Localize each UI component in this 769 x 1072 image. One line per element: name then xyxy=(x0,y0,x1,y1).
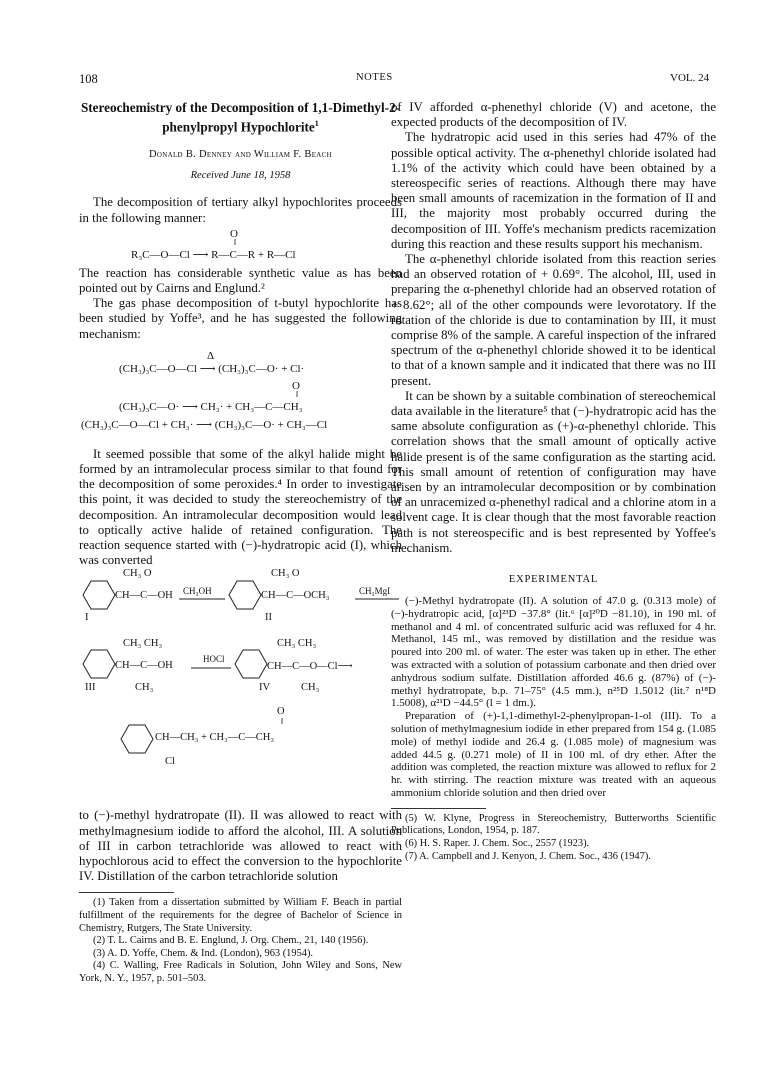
footnotes-right xyxy=(391,813,716,863)
paragraph: Preparation of (+)-1,1-dimethyl-2-phenylpropan-1-ol (III). To a solution of methylmagnesium iodide in ether prepared from 154 g. (1.085 mole) of methyl iodide and 26.4 g. (1.085 mole) of magnesium was added 44.5 g. (0.271 mole) of II in 100 ml. of dry ether. After the addition was completed, the reaction mixture was allowed to reflux for 2 hr. with stirring. The reaction mixture was treated with an aqueous ammonium chloride solution and then dried over xyxy=(391,710,716,800)
equation-1: O ‖ R₃C—O—Cl ⟶ R—C—R + R—Cl xyxy=(131,227,296,261)
experimental-heading: EXPERIMENTAL xyxy=(508,574,599,586)
footnote: (5) W. Klyne, Progress in Stereochemistry, Butterworths Scientific Publications, London, 1954, p. 187. xyxy=(391,812,716,837)
paragraph: It seemed possible that some of the alkyl halide might be formed by an intramolecular process similar to that found for the decomposition of some peroxides.⁴ In order to investigate this point, it was decided to study the stereochemistry of the decomposition. An intramolecular decomposition would lead to optically active halide of retained configuration. The reaction sequence started with (−)-hydratropic acid (I), which was converted xyxy=(79,446,402,568)
volume-label: VOL. 24 xyxy=(670,72,710,84)
left-column xyxy=(79,100,402,986)
footnote-rule xyxy=(79,892,174,893)
paragraph: The reaction has considerable synthetic value as has been pointed out by Cairns and Englund.² xyxy=(79,265,402,295)
footnote: (4) C. Walling, Free Radicals in Solution, John Wiley and Sons, New York, N. Y., 1957, p. 501–503. xyxy=(79,960,402,985)
footnote: (2) T. L. Cairns and B. E. Englund, J. Org. Chem., 21, 140 (1956). xyxy=(93,935,369,947)
received-date: Received June 18, 1958 xyxy=(190,170,291,182)
paragraph: The decomposition of tertiary alkyl hypochlorites proceeds in the following manner: xyxy=(79,195,402,225)
reaction-scheme: CH₃ O CH—C—OH CH₃OH CH₃ O CH—C—OCH₃ CH₃MgI I II CH₃ CH₃ CH—C—OH HOCl CH₃ CH₃ CH—C—O—Cl⟶ III CH₃ IV CH₃ O ‖ CH—CH₃ + CH₃—C—CH₃ Cl xyxy=(79,568,402,808)
paragraph: (−)-Methyl hydratropate (II). A solution of 47.0 g. (0.313 mole) of (−)-hydratropic acid, [α]²³D −37.8° (lit.⁶ [α]²⁰D −81.10), in 190 ml. of methanol and 4 ml. of concentrated sulfuric acid was refluxed for 4 hr. Methanol, 145 ml., was removed by distillation and the residue was poured into 200 ml. of water. The ester was taken up in ether. The ether was extracted with a solution of potassium carbonate and then dried over anhydrous sodium sulfate. Distillation afforded 46.6 g. (87%) of (−)-methyl hydratropate, b.p. 71–75° (4.5 mm.), n²⁵D 1.5012 (lit.⁷ n¹⁸D 1.5008), α²¹D −44.5° (l = 1 dm.). xyxy=(391,595,716,710)
authors: Donald B. Denney and William F. Beach xyxy=(149,149,332,161)
page-number: 108 xyxy=(79,72,98,86)
paragraph: It can be shown by a suitable combination of stereochemical data available in the literature⁵ that (−)-hydratropic acid has the same absolute configuration as (+)-α-phenethyl chloride. This correlation shows that the small amount of optically active halide present is of the same configuration as the starting acid. This small amount of retention of configuration may have arisen by an intramolecular decomposition or by combination of an unracemized α-phenethyl radical and a chlorine atom in a solvent cage. It is clear though that the most favorable reaction path is not stereospecific and is best represented by Yoffee's mechanism. xyxy=(391,388,716,555)
footnote: (7) A. Campbell and J. Kenyon, J. Chem. Soc., 436 (1947). xyxy=(405,850,651,862)
paragraph: The gas phase decomposition of t-butyl hypochlorite has been studied by Yoffe³, and he has suggested the following mechanism: xyxy=(79,296,402,341)
paragraph: to (−)-methyl hydratropate (II). II was allowed to react with methylmagnesium iodide to afford the alcohol, III. A solution of III in carbon tetrachloride was allowed to react with hypochlorous acid to effect the conversion to the hypochlorite IV. Distillation of the carbon tetrachloride solution xyxy=(79,808,402,884)
paragraph: The α-phenethyl chloride isolated from this reaction series had an observed rotation of + 0.69°. The alcohol, III, used in preparing the α-phenethyl chloride had an observed rotation of + 8.62°; all of the other compounds were levorotatory. If the rotation of the chloride is due to contamination by III, it must comprise 8% of the sample. A careful inspection of the infrared spectrum of the α-phenethyl chloride showed it to be identical to that of a known sample and it indicated that there was no III present. xyxy=(391,252,716,388)
right-column xyxy=(391,100,716,863)
footnote: (3) A. D. Yoffe, Chem. & Ind. (London), 963 (1954). xyxy=(93,947,314,959)
article-title: Stereochemistry of the Decomposition of 1,1-Dimethyl-2-phenylpropyl Hypochlorite$^1$ xyxy=(80,100,401,135)
mechanism: Δ (CH₃)₃C—O—Cl ⟶ (CH₃)₃C—O· + Cl· O ‖ (CH₃)₃C—O· ⟶ CH₃· + CH₃—C—CH₃ (CH₃)₃C—O—Cl + CH₃· ⟶ (CH₃)₃C—O· + CH₃—Cl xyxy=(81,349,328,431)
running-header: NOTES xyxy=(356,72,393,83)
paragraph: The hydratropic acid used in this series had 47% of the possible optical activity. The α-phenethyl chloride isolated had 1.1% of the activity which could have been obtained by a stereospecific series of reactions. Although there may have been small amounts of racemization in the formation of II and III, the majority most probably occurred during the decomposition of III. Yoffe's mechanism predicts racemization during this reaction and these results support his mechanism. xyxy=(391,130,716,251)
footnote-rule xyxy=(391,808,486,809)
paragraph: of IV afforded α-phenethyl chloride (V) and acetone, the expected products of the decomposition of IV. xyxy=(391,100,716,130)
footnote: (1) Taken from a dissertation submitted by William F. Beach in partial fulfillment of the requirements for the degree of Bachelor of Science in Chemistry, Rutgers, The State University. xyxy=(79,897,402,934)
footnotes-left xyxy=(79,897,402,985)
footnote: (6) H. S. Raper. J. Chem. Soc., 2557 (1923). xyxy=(405,838,590,850)
benzene-rings xyxy=(79,568,402,808)
experimental-text xyxy=(391,595,716,800)
